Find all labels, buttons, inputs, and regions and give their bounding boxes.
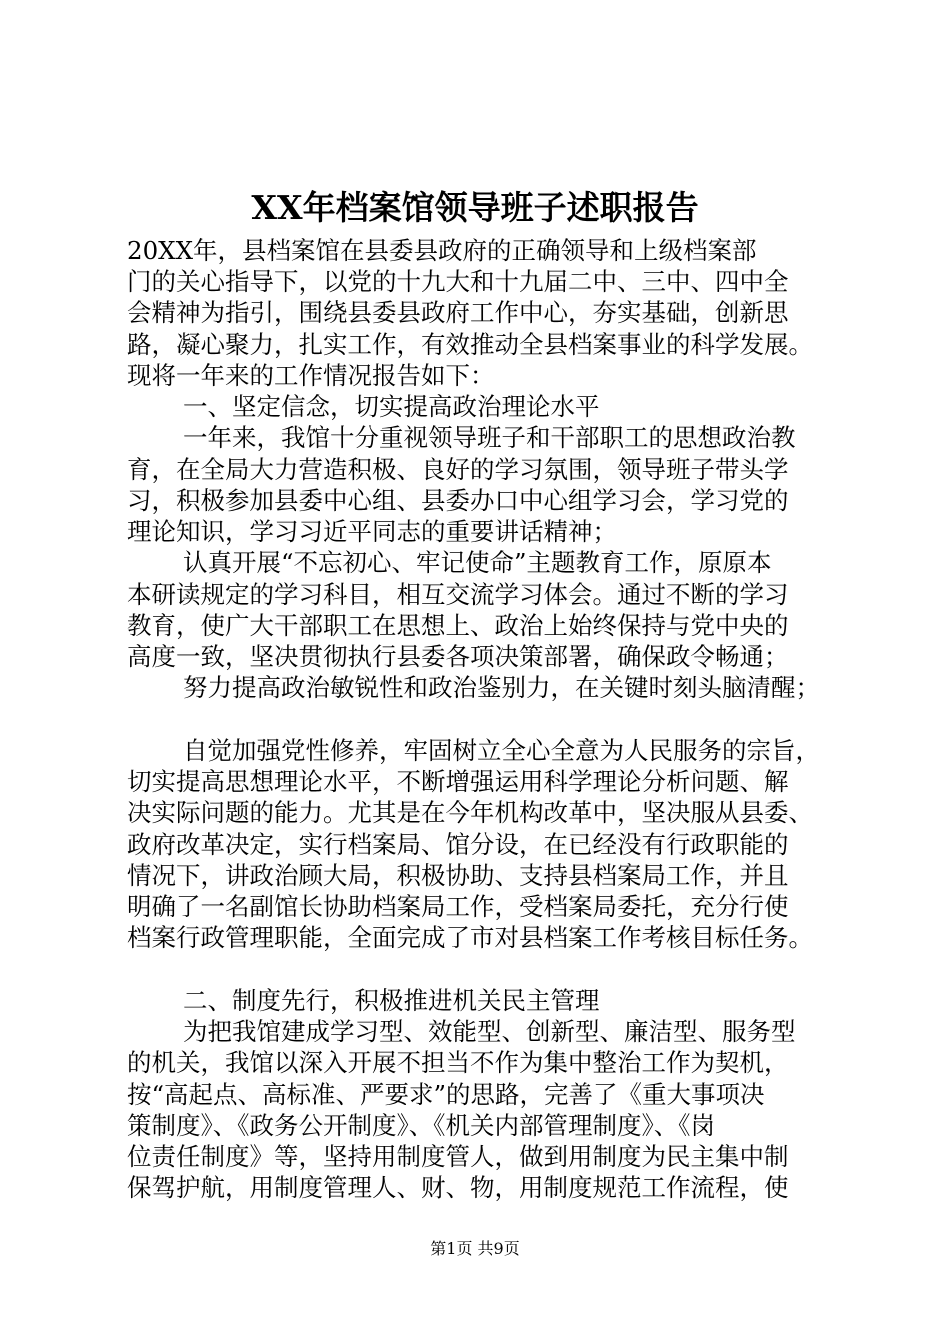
paragraph-line: 位责任制度》等，坚持用制度管人，做到用制度为民主集中制 <box>127 1142 789 1171</box>
paragraph-line: 保驾护航，用制度管理人、财、物，用制度规范工作流程，使 <box>127 1173 789 1202</box>
section-heading-2: 二、制度先行，积极推进机关民主管理 <box>183 986 600 1015</box>
paragraph-line: 一年来，我馆十分重视领导班子和干部职工的思想政治教 <box>183 423 796 452</box>
paragraph-line: 理论知识，学习习近平同志的重要讲话精神； <box>127 517 617 546</box>
paragraph-line: 教育，使广大干部职工在思想上、政治上始终保持与党中央的 <box>127 611 789 640</box>
intro-line-5: 现将一年来的工作情况报告如下： <box>127 361 495 390</box>
paragraph-line: 努力提高政治敏锐性和政治鉴别力，在关键时刻头脑清醒； <box>183 673 820 702</box>
page-number-footer: 第1页 共9页 <box>430 1239 520 1258</box>
paragraph-line: 认真开展“不忘初心、牢记使命”主题教育工作，原原本 <box>183 548 772 577</box>
paragraph-line: 育，在全局大力营造积极、良好的学习氛围，领导班子带头学 <box>127 455 789 484</box>
intro-line-3: 会精神为指引，围绕县委县政府工作中心，夯实基础，创新思 <box>127 298 789 327</box>
paragraph-line: 明确了一名副馆长协助档案局工作，受档案局委托，充分行使 <box>127 892 789 921</box>
paragraph-line: 切实提高思想理论水平，不断增强运用科学理论分析问题、解 <box>127 767 789 796</box>
paragraph-line: 档案行政管理职能，全面完成了市对县档案工作考核目标任务。 <box>127 923 813 952</box>
intro-line-1: 20XX年，县档案馆在县委县政府的正确领导和上级档案部 <box>127 236 757 265</box>
paragraph-line: 策制度》、《政务公开制度》、《机关内部管理制度》、《岗 <box>127 1111 715 1140</box>
paragraph-line: 情况下，讲政治顾大局，积极协助、支持县档案局工作，并且 <box>127 861 789 890</box>
document-title: XX年档案馆领导班子述职报告 <box>251 188 699 227</box>
paragraph-line: 自觉加强党性修养，牢固树立全心全意为人民服务的宗旨， <box>183 736 820 765</box>
paragraph-line: 按“高起点、高标准、严要求”的思路，完善了《重大事项决 <box>127 1080 765 1109</box>
paragraph-line: 为把我馆建成学习型、效能型、创新型、廉洁型、服务型 <box>183 1017 796 1046</box>
paragraph-line: 高度一致，坚决贯彻执行县委各项决策部署，确保政令畅通； <box>127 642 789 671</box>
paragraph-line: 本研读规定的学习科目，相互交流学习体会。通过不断的学习 <box>127 580 789 609</box>
intro-line-2: 门的关心指导下，以党的十九大和十九届二中、三中、四中全 <box>127 267 789 296</box>
paragraph-line: 决实际问题的能力。尤其是在今年机构改革中，坚决服从县委、 <box>127 798 813 827</box>
paragraph-line: 政府改革决定，实行档案局、馆分设，在已经没有行政职能的 <box>127 830 789 859</box>
paragraph-line: 的机关，我馆以深入开展不担当不作为集中整治工作为契机， <box>127 1048 789 1077</box>
section-heading-1: 一、坚定信念，切实提高政治理论水平 <box>183 392 600 421</box>
intro-line-4: 路，凝心聚力，扎实工作，有效推动全县档案事业的科学发展。 <box>127 330 813 359</box>
paragraph-line: 习，积极参加县委中心组、县委办口中心组学习会，学习党的 <box>127 486 789 515</box>
